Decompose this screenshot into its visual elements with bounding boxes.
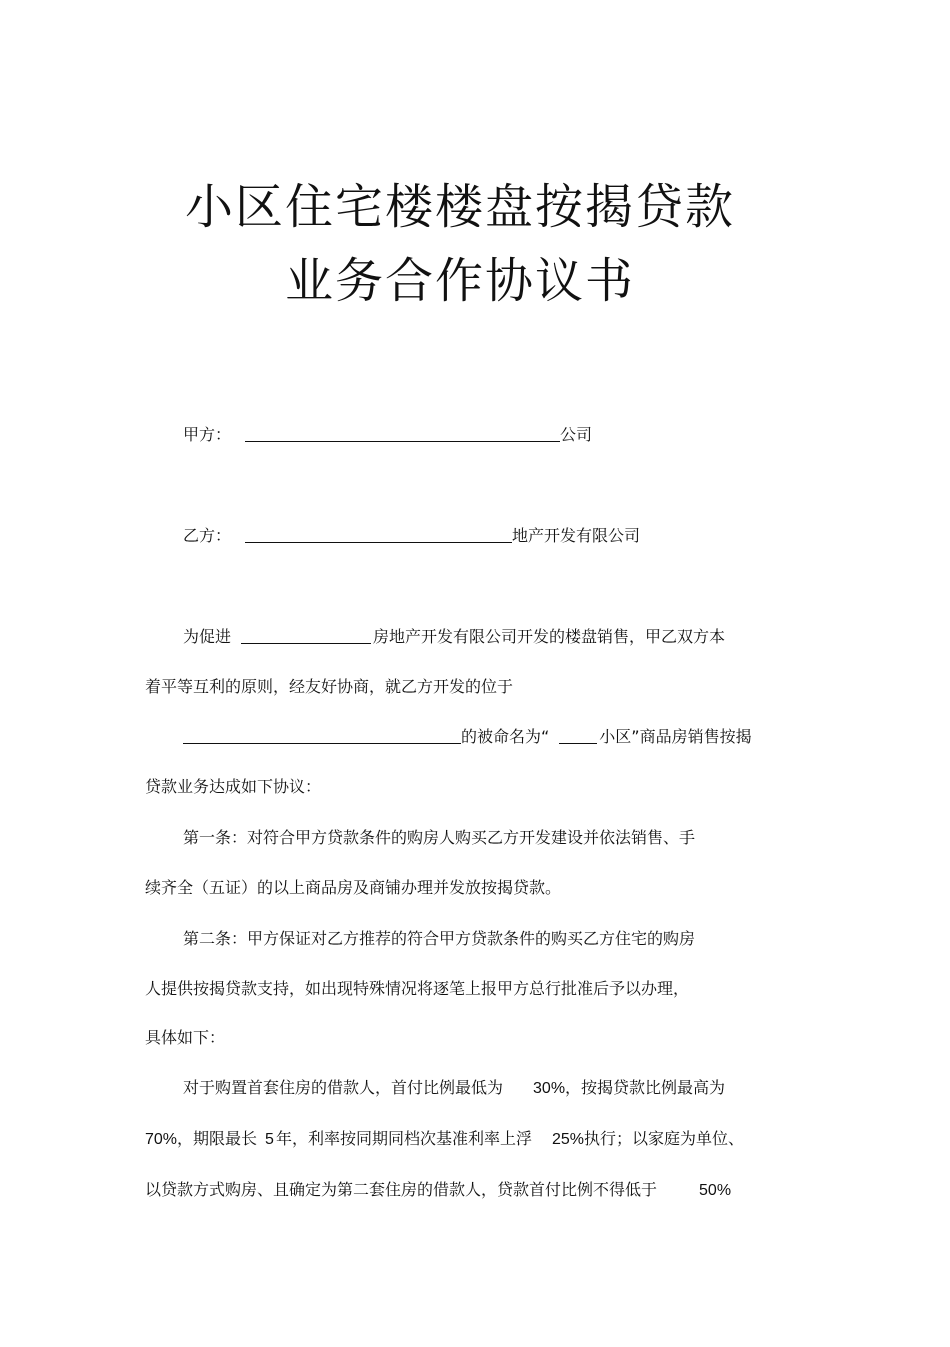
developer-blank bbox=[241, 627, 371, 644]
terms-line-2 bbox=[145, 1129, 744, 1150]
party-a-blank bbox=[245, 425, 560, 442]
terms-text: ，期限最长 bbox=[177, 1129, 258, 1148]
first-home-down-payment: 30% bbox=[533, 1080, 566, 1097]
terms-text: ，按揭贷款比例最高为 bbox=[565, 1078, 726, 1097]
preamble-line-3 bbox=[183, 727, 752, 747]
preamble-line-2: 着平等互利的原则，经友好协商，就乙方开发的位于 bbox=[145, 677, 514, 696]
party-b-blank bbox=[245, 526, 512, 543]
article-2-line-1: 第二条：甲方保证对乙方推荐的符合甲方贷款条件的购买乙方住宅的购房 bbox=[183, 929, 696, 948]
max-loan-ratio: 70% bbox=[145, 1131, 178, 1148]
terms-text: 以贷款方式购房、且确定为第二套住房的借款人，贷款首付比例不得低于 bbox=[145, 1180, 658, 1199]
terms-line-1 bbox=[183, 1078, 725, 1099]
article-1-line-2: 续齐全（五证）的以上商品房及商铺办理并发放按揭贷款。 bbox=[145, 878, 562, 897]
party-a-line bbox=[183, 425, 592, 445]
terms-text: 年，利率按同期同档次基准利率上浮 bbox=[275, 1129, 532, 1148]
second-home-down-payment: 50% bbox=[699, 1182, 732, 1199]
article-2-line-2: 人提供按揭贷款支持，如出现特殊情况将逐笔上报甲方总行批准后予以办理， bbox=[145, 979, 690, 998]
party-b-line bbox=[183, 526, 640, 546]
preamble-line-1 bbox=[183, 627, 725, 647]
preamble-text: 的被命名为“ bbox=[461, 727, 550, 746]
preamble-text: 为促进 bbox=[183, 627, 232, 646]
party-a-label: 甲方： bbox=[183, 425, 232, 444]
document-title-line-2: 业务合作协议书 bbox=[284, 253, 635, 309]
preamble-text: 小区”商品房销售按揭 bbox=[599, 727, 752, 746]
rate-markup: 25% bbox=[551, 1131, 584, 1148]
party-b-suffix: 地产开发有限公司 bbox=[512, 526, 641, 545]
party-b-label: 乙方： bbox=[183, 526, 232, 545]
terms-text: 执行；以家庭为单位、 bbox=[584, 1129, 745, 1148]
preamble-text: 房地产开发有限公司开发的楼盘销售，甲乙双方本 bbox=[373, 627, 726, 646]
party-a-suffix: 公司 bbox=[560, 425, 593, 444]
terms-line-3 bbox=[145, 1180, 731, 1201]
community-name-blank bbox=[559, 727, 597, 744]
document-title-line-1: 小区住宅楼楼盘按揭贷款 bbox=[184, 179, 735, 235]
article-1-line-1: 第一条：对符合甲方贷款条件的购房人购买乙方开发建设并依法销售、手 bbox=[183, 828, 696, 847]
article-2-line-3: 具体如下： bbox=[145, 1028, 226, 1047]
preamble-line-4: 贷款业务达成如下协议： bbox=[145, 777, 322, 796]
location-blank bbox=[183, 727, 461, 744]
terms-text: 对于购置首套住房的借款人，首付比例最低为 bbox=[183, 1078, 504, 1097]
max-term-years: 5 bbox=[265, 1131, 274, 1148]
